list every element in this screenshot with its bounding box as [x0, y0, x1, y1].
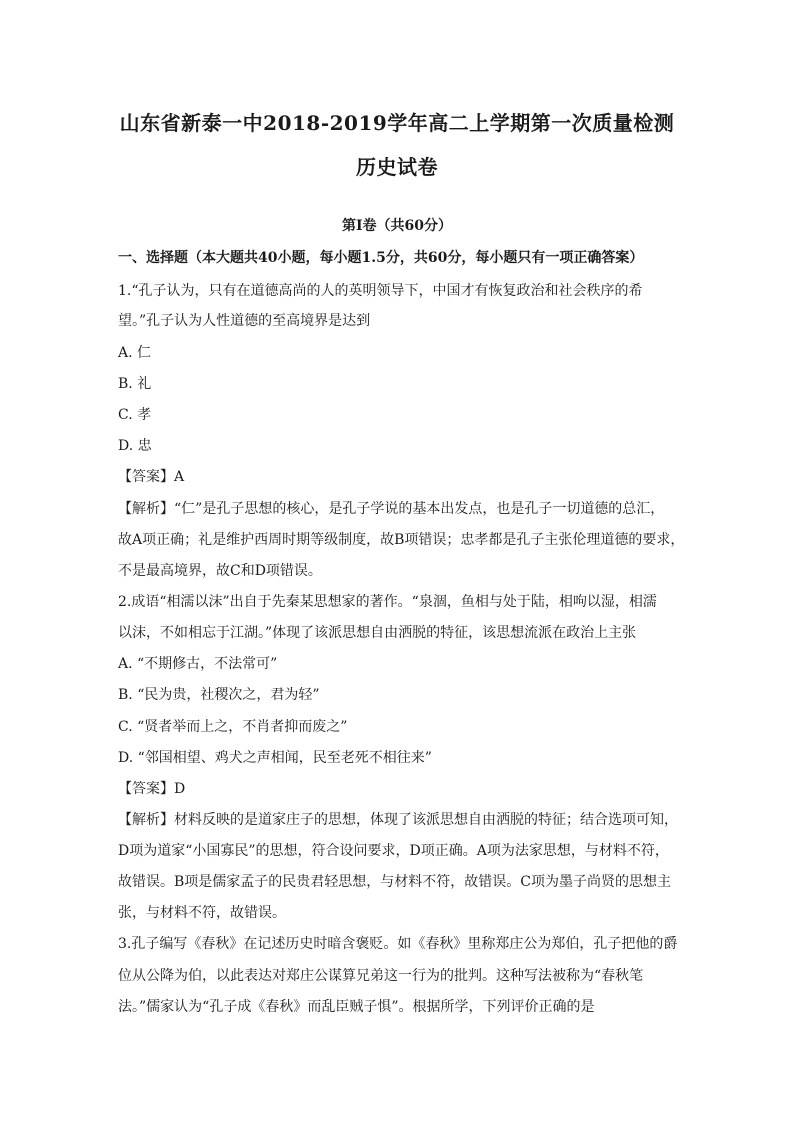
q2-option-b: B. “民为贵，社稷次之，君为轻” — [118, 687, 320, 703]
exam-subtitle: 历史试卷 — [356, 155, 438, 179]
q2-analysis-line-3: 故错误。B项是儒家孟子的民贵君轻思想，与材料不符，故错误。C项为墨子尚贤的思想主 — [118, 874, 671, 890]
q1-option-c: C. 孝 — [118, 407, 152, 423]
q1-option-b: B. 礼 — [118, 376, 152, 392]
q1-stem-line-1: 1.“孔子认为，只有在道德高尚的人的英明领导下，中国才有恢复政治和社会秩序的希 — [118, 283, 643, 299]
q2-stem-line-1: 2.成语“相濡以沫”出自于先秦某思想家的著作。“泉涸，鱼相与处于陆，相呴以湿，相濡 — [118, 594, 657, 610]
q2-option-a: A. “不期修古，不法常可” — [118, 656, 278, 672]
q3-stem-line-2: 位从公降为伯，以此表达对郑庄公谋算兄弟这一行为的批判。这种写法被称为“春秋笔 — [118, 968, 644, 984]
q1-answer: 【答案】A — [118, 469, 185, 485]
q2-analysis-line-4: 张，与材料不符，故错误。 — [118, 905, 286, 921]
exam-title: 山东省新泰一中2018-2019学年高二上学期第一次质量检测 — [119, 111, 675, 135]
q3-stem-line-3: 法。”儒家认为“孔子成《春秋》而乱臣贼子惧”。根据所学，下列评价正确的是 — [118, 999, 595, 1015]
q1-analysis-line-1: 【解析】“仁”是孔子思想的核心，是孔子学说的基本出发点，也是孔子一切道德的总汇， — [118, 501, 665, 517]
q2-answer: 【答案】D — [118, 781, 186, 797]
q2-option-c: C. “贤者举而上之，不肖者抑而废之” — [118, 719, 348, 735]
section-instructions: 一、选择题（本大题共40小题，每小题1.5分，共60分，每小题只有一项正确答案） — [118, 250, 644, 266]
q1-stem-line-2: 望。”孔子认为人性道德的至高境界是达到 — [118, 313, 371, 329]
q2-analysis-line-1: 【解析】材料反映的是道家庄子的思想，体现了该派思想自由洒脱的特征；结合选项可知， — [118, 812, 678, 828]
part-title: 第I卷（共60分） — [341, 218, 453, 234]
q1-option-a: A. 仁 — [118, 345, 152, 361]
q2-analysis-line-2: D项为道家“小国寡民”的思想，符合设问要求，D项正确。A项为法家思想，与材料不符， — [118, 843, 669, 859]
q2-option-d: D. “邻国相望、鸡犬之声相闻，民至老死不相往来” — [118, 750, 432, 766]
q3-stem-line-1: 3.孔子编写《春秋》在记述历史时暗含褒贬。如《春秋》里称郑庄公为郑伯，孔子把他的爵 — [118, 936, 678, 952]
q2-stem-line-2: 以沫，不如相忘于江湖。”体现了该派思想自由洒脱的特征，该思想流派在政治上主张 — [118, 625, 637, 641]
q1-option-d: D. 忠 — [118, 438, 152, 454]
q1-analysis-line-2: 故A项正确；礼是维护西周时期等级制度，故B项错误；忠孝都是孔子主张伦理道德的要求， — [118, 532, 685, 548]
q1-analysis-line-3: 不是最高境界，故C和D项错误。 — [118, 563, 322, 579]
